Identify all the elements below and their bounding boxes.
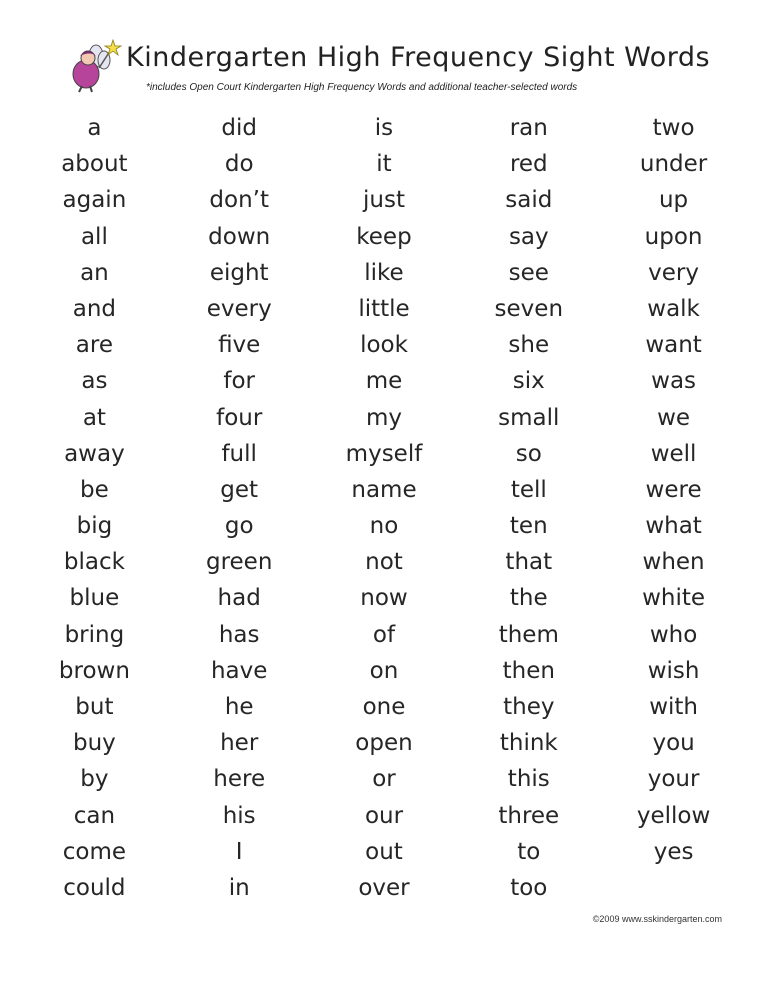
sight-word: bring xyxy=(64,621,125,648)
sight-word: want xyxy=(645,332,702,359)
sight-word: she xyxy=(508,332,550,359)
sight-word: the xyxy=(509,585,548,612)
sight-word: red xyxy=(509,151,548,178)
sight-word: see xyxy=(508,259,549,286)
sight-word: four xyxy=(216,404,263,431)
sight-word: I xyxy=(235,838,243,865)
sight-word: under xyxy=(639,151,708,178)
sight-word: full xyxy=(221,440,257,467)
sight-word: again xyxy=(62,187,127,214)
sight-word: a xyxy=(87,115,102,141)
sight-word: keep xyxy=(356,223,412,250)
sight-word: well xyxy=(650,440,697,467)
sight-word: yes xyxy=(653,838,694,865)
sight-word: too xyxy=(510,874,548,901)
sight-word: that xyxy=(505,549,553,576)
sight-word: what xyxy=(645,513,702,540)
sight-word: he xyxy=(224,694,254,720)
sight-word: then xyxy=(502,657,555,684)
sight-word: in xyxy=(228,874,250,901)
sight-word: now xyxy=(360,585,408,612)
sight-word: walk xyxy=(647,295,700,322)
sight-word: who xyxy=(649,621,698,648)
sight-word: blue xyxy=(69,585,120,612)
sight-word: up xyxy=(658,187,689,214)
sight-word: two xyxy=(652,115,695,141)
sight-word: his xyxy=(222,802,256,829)
sight-word: say xyxy=(508,223,549,250)
page-subtitle: *includes Open Court Kindergarten High Frequency Words and additional teacher-selected words xyxy=(146,82,578,93)
sight-word: ran xyxy=(509,115,548,141)
sight-word: white xyxy=(642,585,706,612)
sight-word: eight xyxy=(209,259,269,286)
sight-word: down xyxy=(208,223,271,250)
sight-word-grid xyxy=(22,110,746,906)
sight-word: yellow xyxy=(636,802,711,829)
sight-word: big xyxy=(76,513,113,540)
sight-word: you xyxy=(652,730,695,757)
sight-word: them xyxy=(498,621,559,648)
sight-word: our xyxy=(364,802,404,829)
sight-word: all xyxy=(80,223,108,250)
word-column-3 xyxy=(312,110,457,906)
sight-word: five xyxy=(218,332,261,359)
sight-word: go xyxy=(224,513,254,540)
sight-word: my xyxy=(365,404,402,431)
sight-word: look xyxy=(360,332,408,359)
sight-word: about xyxy=(61,151,128,178)
sight-word: when xyxy=(642,549,705,576)
sight-word: it xyxy=(376,151,392,178)
sight-word: your xyxy=(647,766,700,793)
sight-word: of xyxy=(372,621,396,648)
sight-word: we xyxy=(657,404,691,431)
sight-word: think xyxy=(499,730,558,757)
sight-word: is xyxy=(374,115,394,141)
sight-word: one xyxy=(362,694,406,720)
sight-word: by xyxy=(80,766,109,793)
sight-word: has xyxy=(218,621,260,648)
sight-word: away xyxy=(64,440,125,467)
sight-word: me xyxy=(365,368,403,395)
sight-word: here xyxy=(213,766,266,793)
sight-word: have xyxy=(210,657,268,684)
sight-word: name xyxy=(351,476,417,503)
sight-word: to xyxy=(517,838,541,865)
sight-word: get xyxy=(220,476,259,503)
word-column-1 xyxy=(22,110,167,906)
sight-word: with xyxy=(649,694,698,720)
sight-word: and xyxy=(72,295,117,322)
sight-word: had xyxy=(217,585,261,612)
sight-word: come xyxy=(62,838,127,865)
sight-word: her xyxy=(220,730,259,757)
sight-word: do xyxy=(224,151,254,178)
sight-word: green xyxy=(205,549,273,576)
sight-word: at xyxy=(82,404,106,431)
sight-word: could xyxy=(63,874,126,901)
sight-word: said xyxy=(505,187,553,214)
page-title: Kindergarten High Frequency Sight Words xyxy=(126,42,711,73)
sight-word: seven xyxy=(494,295,564,322)
sight-word: wish xyxy=(647,657,700,684)
word-column-5 xyxy=(601,110,746,906)
sight-word: myself xyxy=(345,440,423,467)
sight-word: six xyxy=(512,368,545,395)
sight-word: are xyxy=(75,332,113,359)
word-column-2 xyxy=(167,110,312,906)
sight-word: were xyxy=(645,476,702,503)
sight-word: three xyxy=(498,802,560,829)
sight-word: open xyxy=(355,730,413,757)
sight-word: as xyxy=(81,368,108,395)
sight-word: can xyxy=(73,802,116,829)
sight-word: ten xyxy=(509,513,548,540)
sight-word: don’t xyxy=(209,187,269,214)
sight-word: but xyxy=(75,694,114,720)
word-column-4 xyxy=(456,110,601,906)
sight-word: brown xyxy=(58,657,130,684)
sight-word: like xyxy=(364,259,404,286)
sight-word: or xyxy=(372,766,396,793)
sight-word: for xyxy=(223,368,255,395)
sight-word: black xyxy=(63,549,125,576)
sight-word: tell xyxy=(510,476,547,503)
sight-word: no xyxy=(369,513,399,540)
sight-word: so xyxy=(515,440,542,467)
sight-word: this xyxy=(507,766,550,793)
sight-word: very xyxy=(648,259,699,286)
sight-word: little xyxy=(358,295,410,322)
sight-word: on xyxy=(369,657,399,684)
sight-word: an xyxy=(80,259,109,286)
page-header xyxy=(0,38,768,98)
sight-word: over xyxy=(358,874,410,901)
sight-word: did xyxy=(221,115,257,141)
sight-word: small xyxy=(498,404,560,431)
sight-word: not xyxy=(365,549,403,576)
sight-word: out xyxy=(365,838,403,865)
sight-word: upon xyxy=(644,223,703,250)
sight-word: every xyxy=(206,295,272,322)
fairy-icon xyxy=(66,38,122,94)
copyright-footer: ©2009 www.sskindergarten.com xyxy=(592,914,722,924)
sight-word: be xyxy=(80,476,109,503)
sight-word: buy xyxy=(73,730,116,757)
sight-word: was xyxy=(651,368,697,395)
sight-word: just xyxy=(363,187,405,214)
sight-word: they xyxy=(503,694,555,720)
